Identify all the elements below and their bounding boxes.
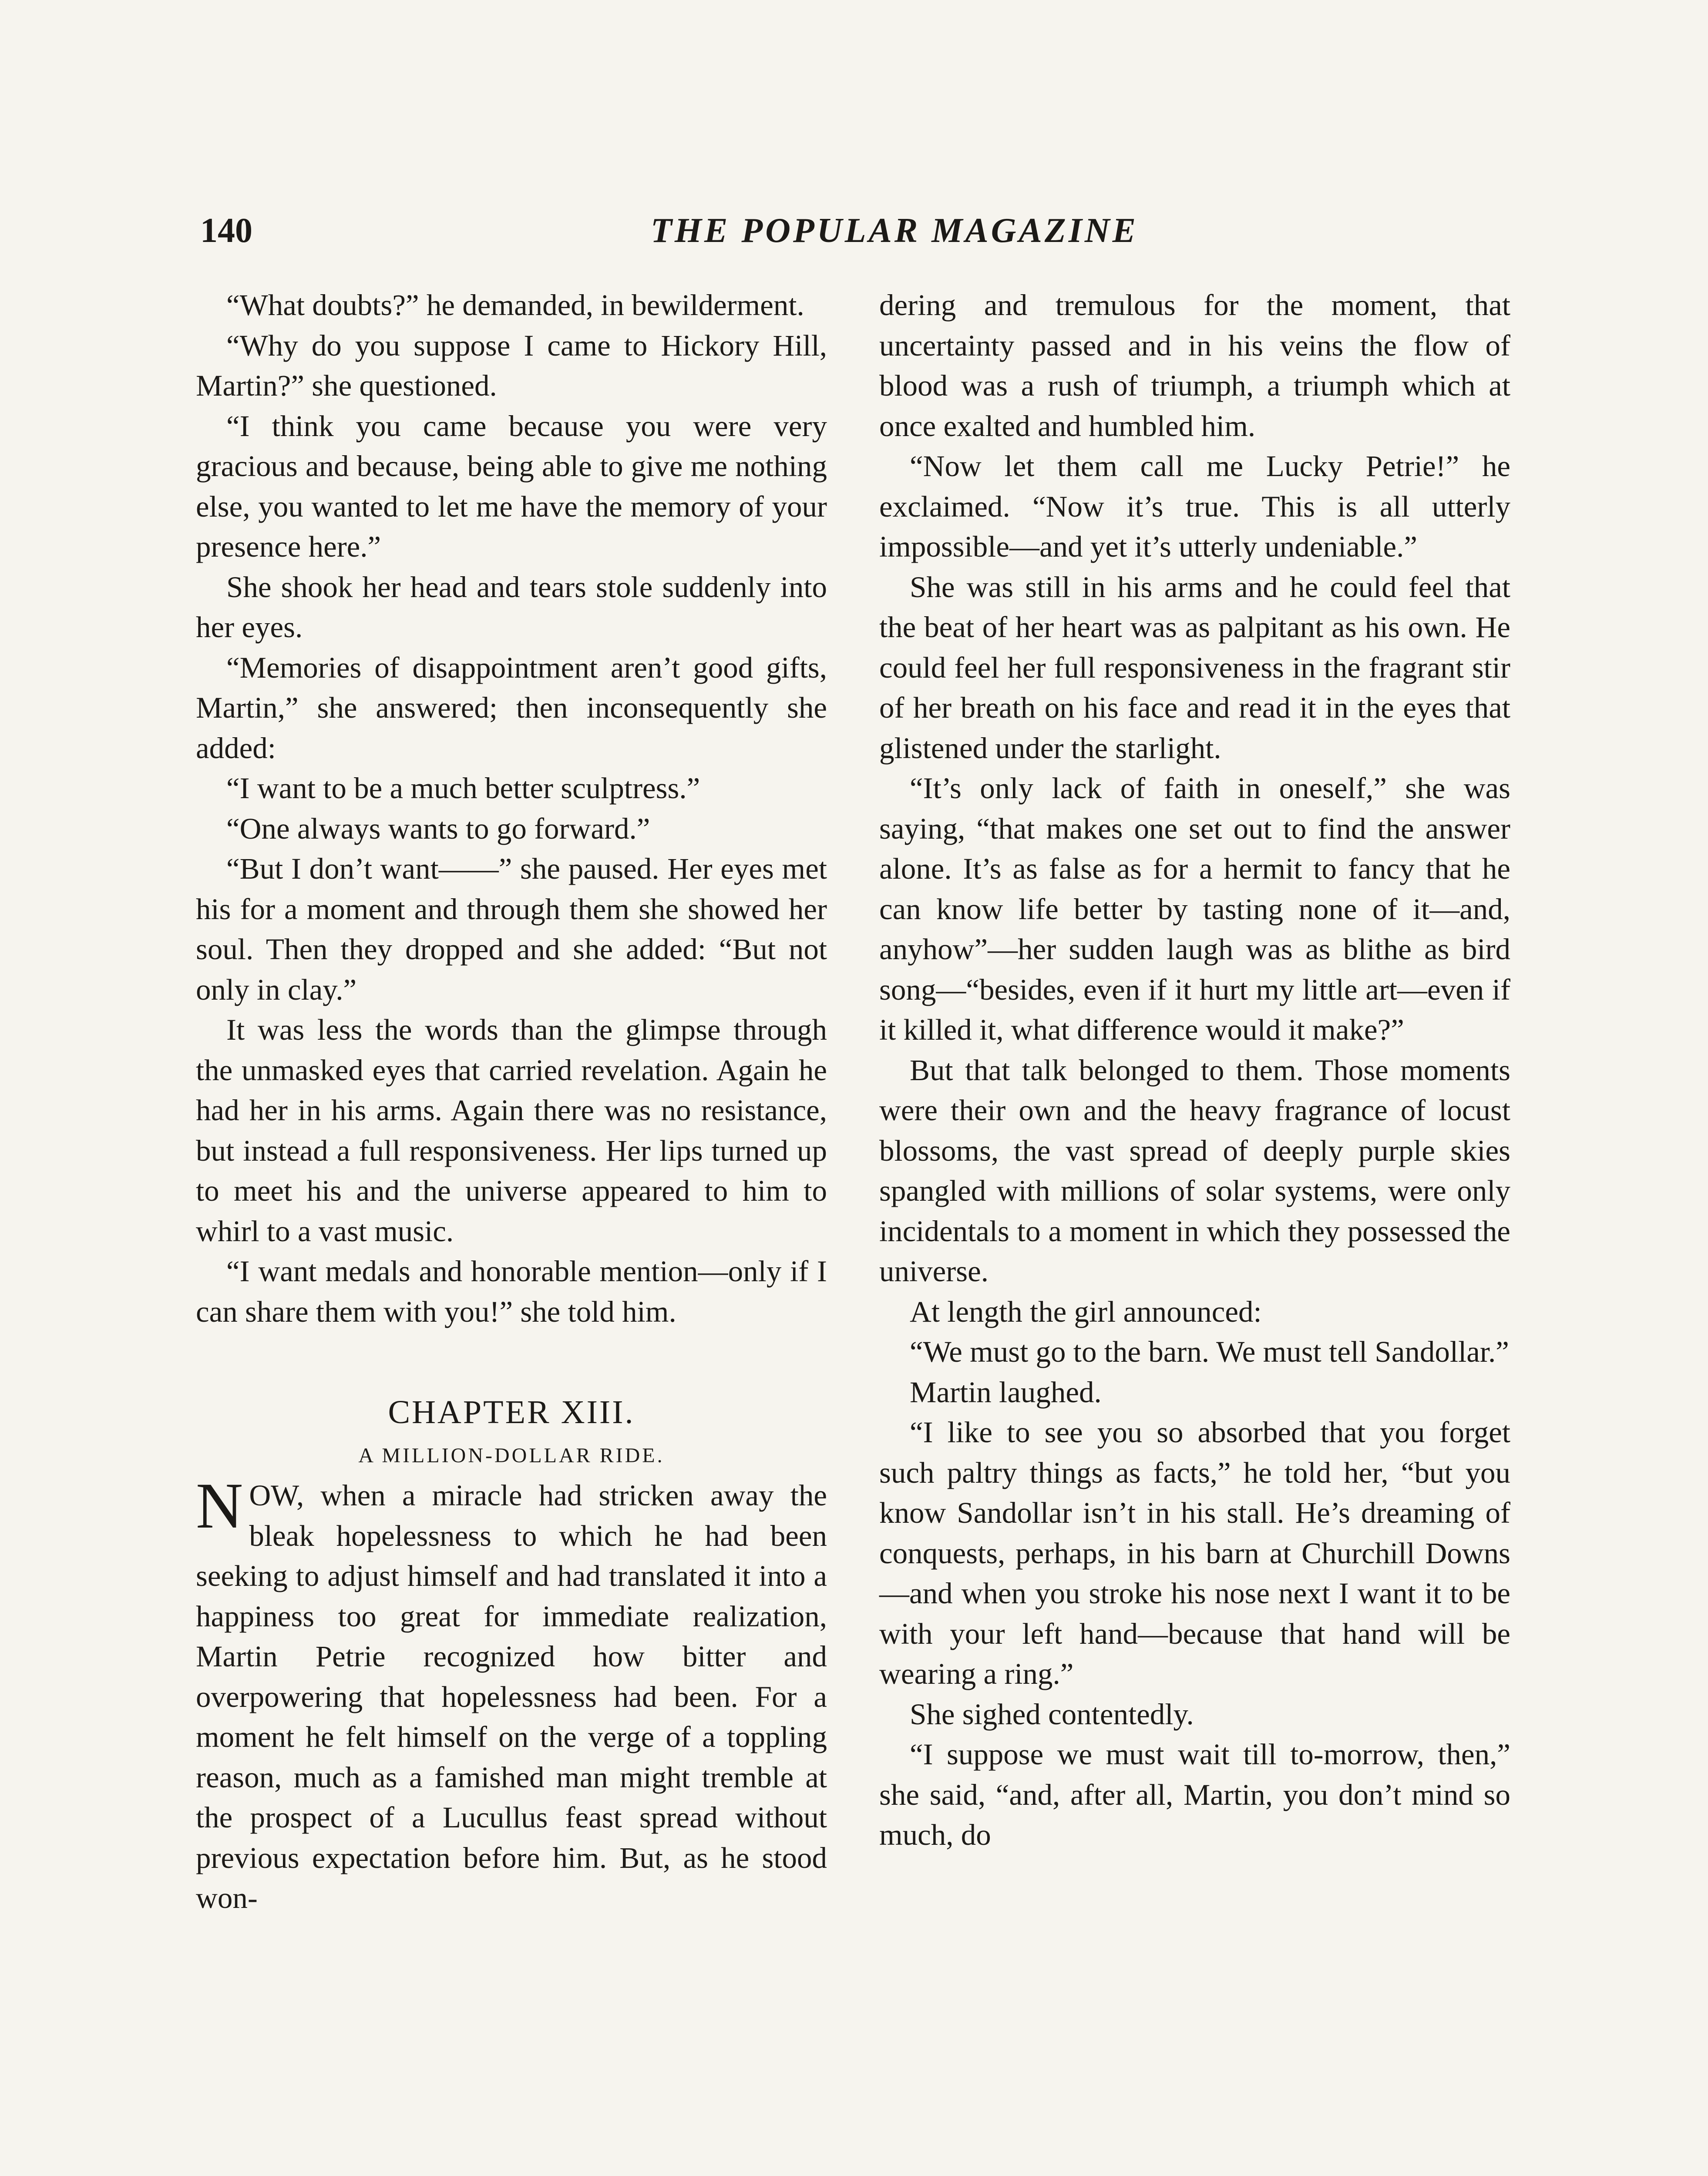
chapter-opening-text: OW, when a miracle had stricken away the bleak hopelessness to which he had been seeking to adjust himself and had translated it into a happiness too great for immediate realization, Martin Petrie recognized how bitter and overpowering that hopelessness had been. For a moment he felt himself on the verge of a toppling reason, much as a famished man might tremble at the prospect of a Lucullus feast spread without previous expectation before him. But, as he stood won- [196, 1479, 827, 1914]
chapter-title: CHAPTER XIII. [388, 1394, 635, 1431]
page-header [200, 205, 1510, 257]
paragraph: “We must go to the barn. We must tell Sandollar.” [910, 1335, 1509, 1368]
right-column [879, 285, 1510, 1855]
chapter-subtitle: A MILLION-DOLLAR RIDE. [358, 1444, 665, 1467]
page-number: 140 [200, 212, 252, 250]
paragraph: “But I don’t want——” she paused. Her eyes met his for a moment and through them she showed her soul. Then they dropped and she added: “But not only in clay.” [196, 852, 827, 1006]
paragraph: She sighed contentedly. [910, 1697, 1194, 1731]
paragraph: “I like to see you so absorbed that you forget such paltry things as facts,” he told her, “but you know Sandollar isn’t in his stall. He’s dreaming of conquests, perhaps, in his barn at Churchill Downs—and when you stroke his nose next I want it to be with your left hand—because that hand will be wearing a ring.” [879, 1416, 1510, 1690]
drop-cap: N [196, 1470, 243, 1542]
paragraph: “What doubts?” he demanded, in bewilderment. [226, 289, 804, 322]
paragraph: “Now let them call me Lucky Petrie!” he exclaimed. “Now it’s true. This is all utterly impossible—and yet it’s utterly undeniable.” [879, 450, 1510, 563]
paragraph: “I want medals and honorable mention—only if I can share them with you!” she told him. [196, 1255, 827, 1328]
chapter-heading [196, 1388, 827, 1475]
paragraph: It was less the words than the glimpse through the unmasked eyes that carried revelation. Again he had her in his arms. Again there was no resistance, but instead a full responsiveness. Her lips turned up to meet his and the universe appeared to him to whirl to a vast music. [196, 1013, 827, 1248]
paragraph: At length the girl announced: [910, 1295, 1262, 1328]
paragraph: But that talk belonged to them. Those moments were their own and the heavy fragrance of locust blossoms, the vast spread of deeply purple skies spangled with millions of solar systems, were only incidentals to a moment in which they possessed the universe. [879, 1053, 1510, 1288]
paragraph: “Memories of disappointment aren’t good gifts, Martin,” she answered; then inconsequently she added: [196, 651, 827, 765]
left-column [196, 285, 827, 1918]
paragraph: “I suppose we must wait till to-morrow, then,” she said, “and, after all, Martin, you don’t mind so much, do [879, 1738, 1510, 1851]
continued-paragraph: dering and tremulous for the moment, that uncertainty passed and in his veins the flow of blood was a rush of triumph, a triumph which at once exalted and humbled him. [879, 289, 1510, 443]
paragraph: “I think you came because you were very gracious and because, being able to give me nothing else, you wanted to let me have the memory of your presence here.” [196, 409, 827, 563]
paragraph: Martin laughed. [910, 1375, 1102, 1409]
chapter-opening-paragraph [196, 1470, 827, 1918]
paragraph: “Why do you suppose I came to Hickory Hill, Martin?” she questioned. [196, 329, 827, 402]
paragraph: “One always wants to go forward.” [226, 812, 650, 845]
paragraph: She was still in his arms and he could feel that the beat of her heart was as palpitant as his own. He could feel her full responsiveness in the fragrant stir of her breath on his face and read it in the eyes that glistened under the starlight. [879, 570, 1510, 765]
paragraph: She shook her head and tears stole suddenly into her eyes. [196, 570, 827, 644]
paragraph: “I want to be a much better sculptress.” [226, 772, 700, 805]
magazine-title: THE POPULAR MAGAZINE [650, 212, 1139, 250]
paragraph: “It’s only lack of faith in oneself,” she was saying, “that makes one set out to find the answer alone. It’s as false as for a hermit to fancy that he can know life better by tasting none of it—and, anyhow”—her sudden laugh was as blithe as bird song—“besides, even if it hurt my little art—even if it killed it, what difference would it make?” [879, 772, 1510, 1046]
